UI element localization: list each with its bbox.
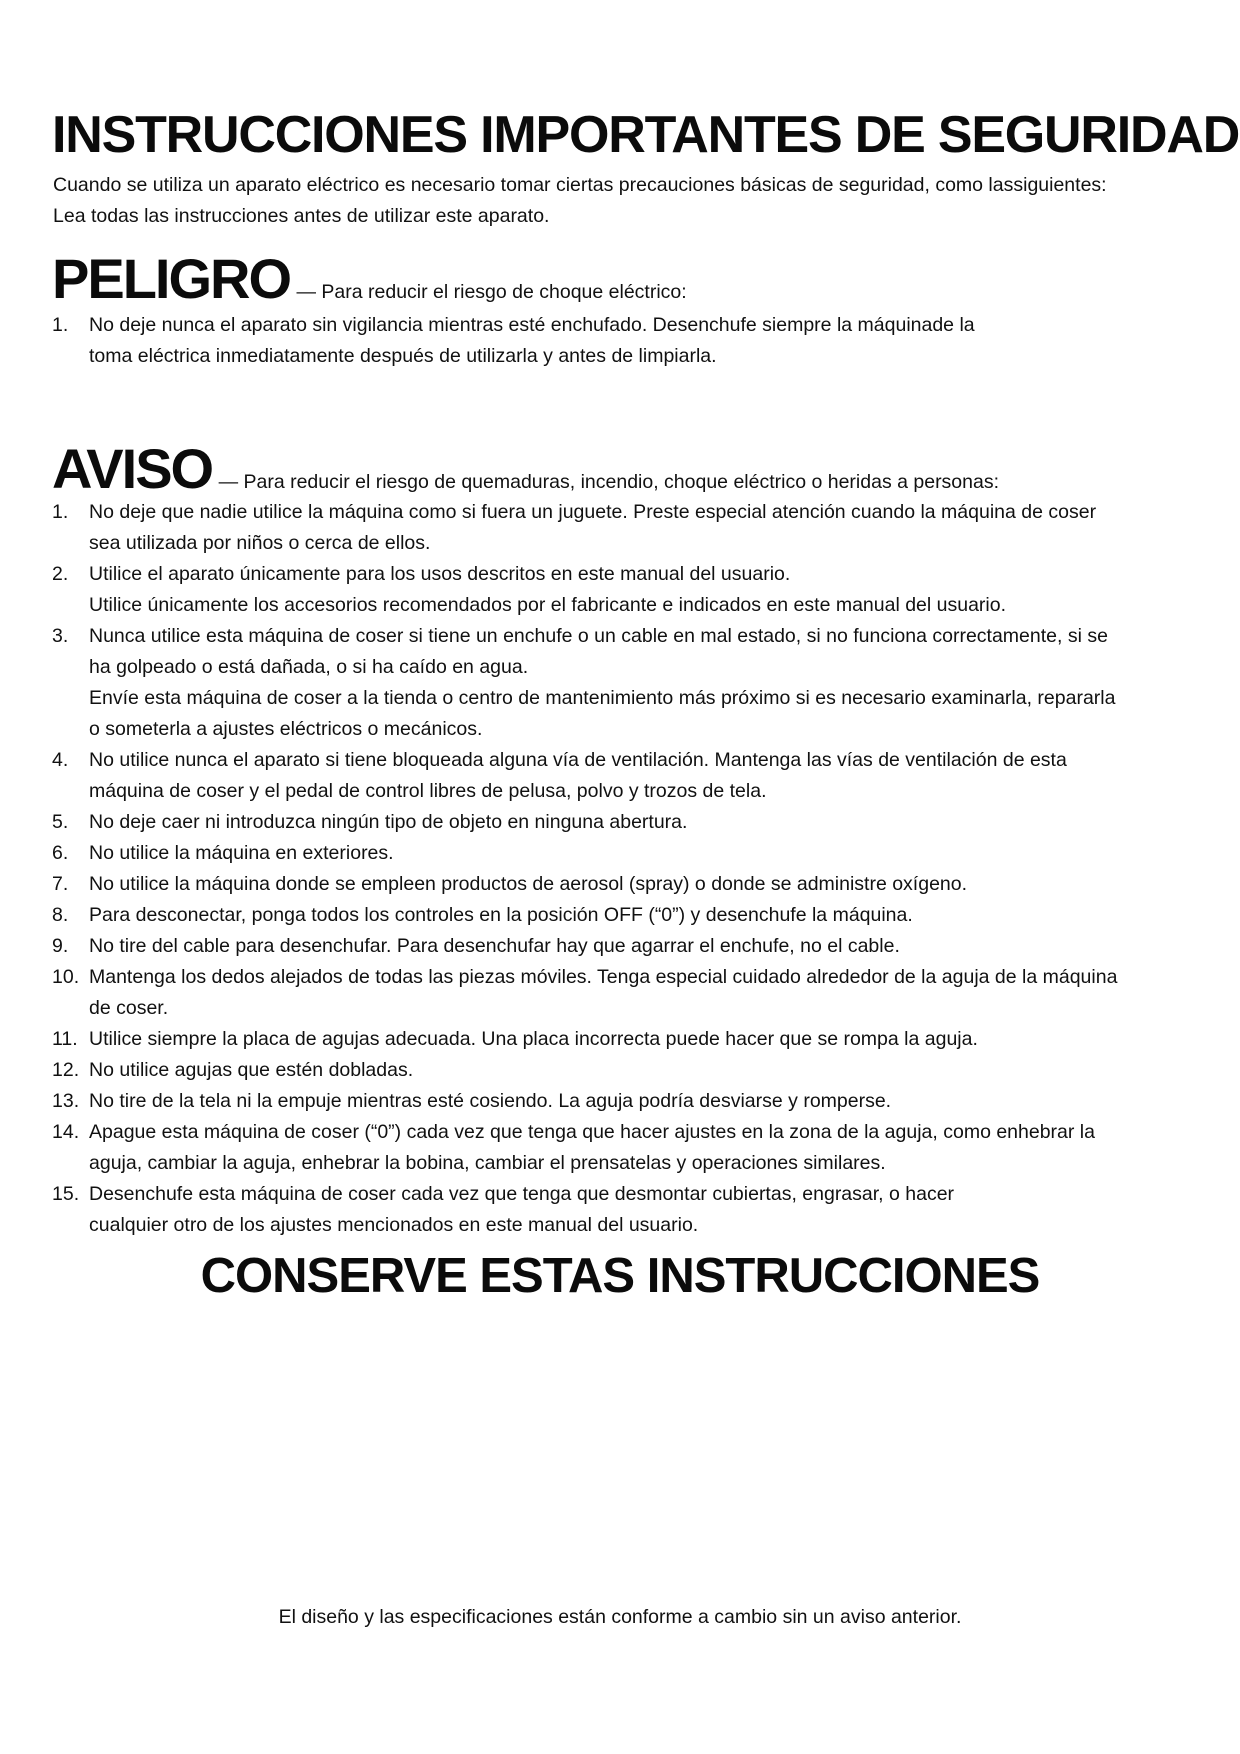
- item-text-line: No tire del cable para desenchufar. Para desenchufar hay que agarrar el enchufe, no el cable.: [89, 935, 900, 957]
- list-item: [52, 1055, 1202, 1086]
- item-text-line: sea utilizada por niños o cerca de ellos.: [89, 532, 431, 554]
- list-item: [52, 497, 1202, 559]
- item-text-line: Envíe esta máquina de coser a la tienda o centro de mantenimiento más próximo si es necesario examinarla, repararla: [89, 687, 1116, 709]
- item-text-line: Desenchufe esta máquina de coser cada vez que tenga que desmontar cubiertas, engrasar, o hacer: [89, 1183, 955, 1205]
- item-text-line: Mantenga los dedos alejados de todas las piezas móviles. Tenga especial cuidado alrededor de la aguja de la máquina: [89, 966, 1118, 988]
- list-item: [52, 621, 1202, 745]
- page-title: INSTRUCCIONES IMPORTANTES DE SEGURIDAD: [52, 106, 1240, 164]
- list-item: [52, 1024, 1202, 1055]
- intro-line: Cuando se utiliza un aparato eléctrico es necesario tomar ciertas precauciones básicas de seguridad, como lassiguientes:: [53, 174, 1107, 196]
- item-number: 15.: [52, 1183, 80, 1205]
- list-item: [52, 745, 1202, 807]
- intro-line: Lea todas las instrucciones antes de utilizar este aparato.: [53, 205, 550, 227]
- aviso-title: AVISO: [52, 437, 213, 500]
- item-text-line: cualquier otro de los ajustes mencionados en este manual del usuario.: [89, 1214, 699, 1236]
- item-text-line: o someterla a ajustes eléctricos o mecánicos.: [89, 718, 483, 740]
- item-text-line: toma eléctrica inmediatamente después de utilizarla y antes de limpiarla.: [89, 345, 717, 367]
- item-number: 8.: [52, 904, 69, 926]
- item-text-line: de coser.: [89, 997, 169, 1019]
- item-text-line: No utilice la máquina en exteriores.: [89, 842, 394, 864]
- item-text-line: Apague esta máquina de coser (“0”) cada vez que tenga que hacer ajustes en la zona de la aguja, como enhebrar la: [89, 1121, 1095, 1143]
- list-item: [52, 869, 1202, 900]
- item-number: 4.: [52, 749, 69, 771]
- item-text-line: Nunca utilice esta máquina de coser si tiene un enchufe o un cable en mal estado, si no funciona correctamente, si se: [89, 625, 1108, 647]
- aviso-heading: [52, 436, 999, 501]
- aviso-subtitle: — Para reducir el riesgo de quemaduras, incendio, choque eléctrico o heridas a personas:: [218, 471, 1000, 493]
- list-item: [52, 1179, 1202, 1241]
- item-text-line: máquina de coser y el pedal de control libres de pelusa, polvo y trozos de tela.: [89, 780, 767, 802]
- aviso-list: [52, 497, 1202, 1241]
- item-number: 1.: [52, 501, 69, 523]
- conserve-heading: CONSERVE ESTAS INSTRUCCIONES: [200, 1249, 1040, 1303]
- peligro-title: PELIGRO: [52, 247, 291, 310]
- peligro-list: [52, 310, 1202, 372]
- item-number: 10.: [52, 966, 80, 988]
- item-number: 11.: [52, 1028, 78, 1050]
- list-item: [52, 931, 1202, 962]
- item-number: 1.: [52, 314, 69, 336]
- footer-note: El diseño y las especificaciones están conforme a cambio sin un aviso anterior.: [278, 1606, 962, 1628]
- item-number: 12.: [52, 1059, 80, 1081]
- list-item: [52, 559, 1202, 621]
- item-number: 7.: [52, 873, 69, 895]
- peligro-subtitle: — Para reducir el riesgo de choque eléctrico:: [296, 281, 687, 303]
- list-item: [52, 310, 1202, 372]
- item-number: 14.: [52, 1121, 80, 1143]
- item-text-line: No deje nunca el aparato sin vigilancia mientras esté enchufado. Desenchufe siempre la máquinade la: [89, 314, 975, 336]
- list-item: [52, 962, 1202, 1024]
- item-number: 6.: [52, 842, 69, 864]
- item-text-line: Utilice siempre la placa de agujas adecuada. Una placa incorrecta puede hacer que se rompa la aguja.: [89, 1028, 978, 1050]
- item-text-line: No utilice la máquina donde se empleen productos de aerosol (spray) o donde se administre oxígeno.: [89, 873, 968, 895]
- list-item: [52, 838, 1202, 869]
- item-text-line: Para desconectar, ponga todos los controles en la posición OFF (“0”) y desenchufe la máquina.: [89, 904, 913, 926]
- list-item: [52, 807, 1202, 838]
- item-number: 9.: [52, 935, 69, 957]
- intro-paragraph: [53, 170, 1203, 232]
- list-item: [52, 900, 1202, 931]
- list-item: [52, 1086, 1202, 1117]
- item-text-line: No deje que nadie utilice la máquina como si fuera un juguete. Preste especial atención cuando la máquina de coser: [89, 501, 1097, 523]
- item-number: 5.: [52, 811, 69, 833]
- item-text-line: ha golpeado o está dañada, o si ha caído en agua.: [89, 656, 529, 678]
- list-item: [52, 1117, 1202, 1179]
- item-text-line: Utilice el aparato únicamente para los usos descritos en este manual del usuario.: [89, 563, 791, 585]
- item-number: 13.: [52, 1090, 80, 1112]
- item-text-line: Utilice únicamente los accesorios recomendados por el fabricante e indicados en este manual del usuario.: [89, 594, 1007, 616]
- item-text-line: No deje caer ni introduzca ningún tipo de objeto en ninguna abertura.: [89, 811, 688, 833]
- item-text-line: No tire de la tela ni la empuje mientras esté cosiendo. La aguja podría desviarse y romperse.: [89, 1090, 892, 1112]
- item-number: 2.: [52, 563, 69, 585]
- item-text-line: No utilice nunca el aparato si tiene bloqueada alguna vía de ventilación. Mantenga las vías de ventilación de esta: [89, 749, 1067, 771]
- item-number: 3.: [52, 625, 69, 647]
- peligro-heading: [52, 246, 687, 311]
- item-text-line: aguja, cambiar la aguja, enhebrar la bobina, cambiar el prensatelas y operaciones similares.: [89, 1152, 886, 1174]
- item-text-line: No utilice agujas que estén dobladas.: [89, 1059, 414, 1081]
